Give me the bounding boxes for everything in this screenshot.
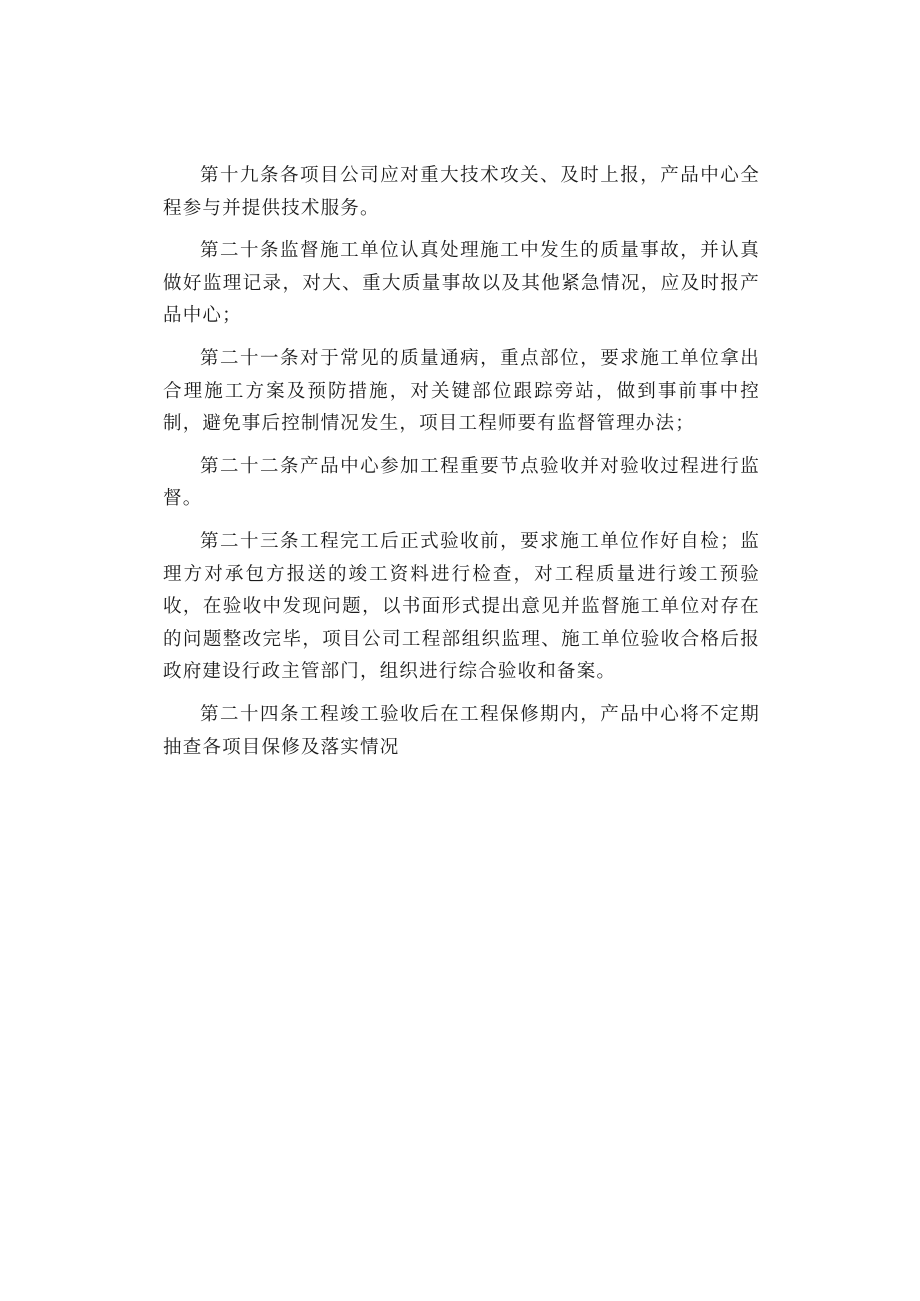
article-24-paragraph: 第二十四条工程竣工验收后在工程保修期内，产品中心将不定期抽查各项目保修及落实情况 [163, 703, 760, 758]
article-19-paragraph: 第十九条各项目公司应对重大技术攻关、及时上报，产品中心全程参与并提供技术服务。 [163, 165, 760, 219]
article-21-paragraph: 第二十一条对于常见的质量通病，重点部位，要求施工单位拿出合理施工方案及预防措施，对关键部位跟踪旁站，做到事前事中控制，避免事后控制情况发生，项目工程师要有监督管理办法； [163, 347, 760, 435]
article-22-paragraph: 第二十二条产品中心参加工程重要节点验收并对验收过程进行监督。 [163, 455, 760, 510]
article-23-paragraph: 第二十三条工程完工后正式验收前，要求施工单位作好自检；监理方对承包方报送的竣工资料进行检查，对工程质量进行竣工预验收，在验收中发现问题，以书面形式提出意见并监督施工单位对存在的问题整改完毕，项目公司工程部组织监理、施工单位验收合格后报政府建设行政主管部门，组织进行综合验收和备案。 [163, 530, 760, 683]
article-20-paragraph: 第二十条监督施工单位认真处理施工中发生的质量事故，并认真做好监理记录，对大、重大质量事故以及其他紧急情况，应及时报产品中心； [163, 240, 760, 327]
document-page [163, 160, 760, 774]
